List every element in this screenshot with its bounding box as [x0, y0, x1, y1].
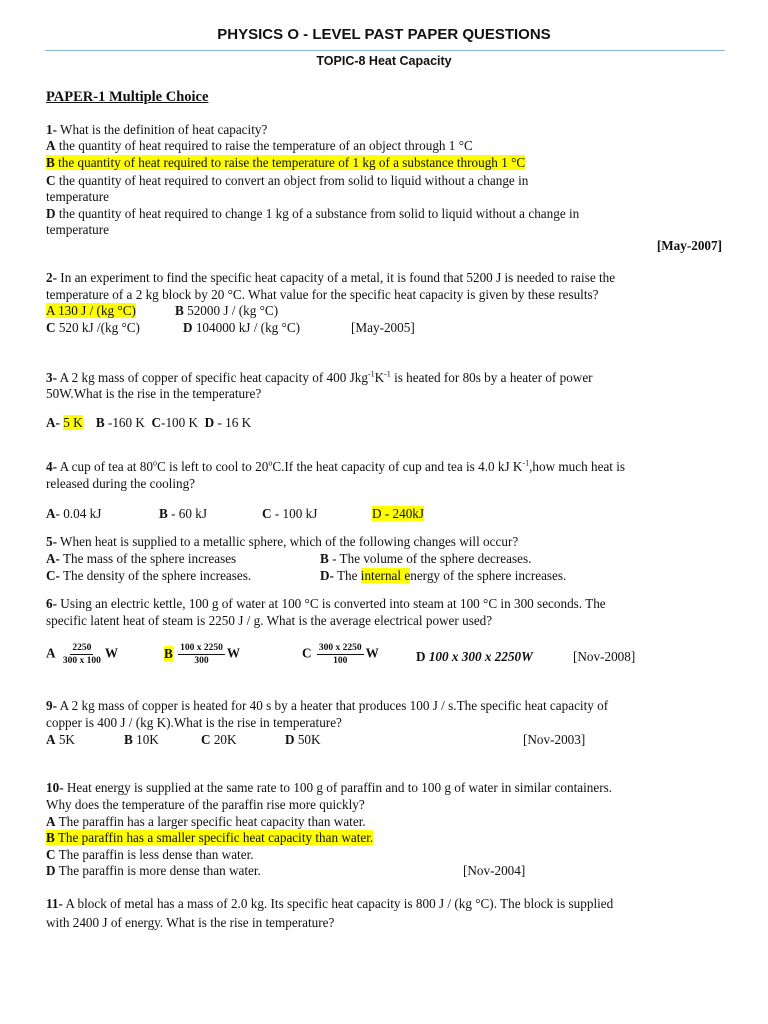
q1-reference: [May-2007]: [656, 238, 722, 253]
option-text: - 100 kJ: [271, 506, 318, 521]
unit: W: [226, 645, 241, 661]
fraction: [61, 642, 103, 667]
q1-option-b: [46, 155, 525, 171]
option-label: A: [46, 506, 56, 521]
q3-number: 3-: [46, 370, 57, 385]
option-label: B: [320, 551, 329, 566]
numerator: 2250: [72, 643, 92, 653]
q9-text: A 2 kg mass of copper is heated for 40 s by a heater that produces 100 J / s.The specific heat capacity of: [57, 698, 609, 713]
option-label: A: [46, 138, 56, 153]
q6-reference: [Nov-2008]: [573, 649, 636, 664]
option-text: 100 x 300 x 2250W: [428, 649, 533, 664]
q6-text: Using an electric kettle, 100 g of water at 100 °C is converted into steam at 100 °C in 300 seconds. The: [57, 596, 606, 611]
option-label: C: [201, 732, 211, 747]
option-label: D-: [320, 568, 334, 583]
q5-option-c: [46, 568, 251, 584]
option-text: the quantity of heat required to raise the temperature of an object through 1 °C: [55, 138, 473, 153]
option-label: C: [151, 415, 162, 430]
unit: W: [365, 645, 379, 661]
option-text: - 0.04 kJ: [55, 506, 102, 521]
q11-number: 11-: [46, 896, 63, 911]
option-b-value: -160 K: [104, 415, 145, 430]
option-text: - The volume of the sphere decreases.: [328, 551, 532, 566]
superscript: o: [268, 458, 273, 468]
q6-option-d: [416, 649, 533, 665]
q3-stem: [46, 370, 593, 386]
numerator: 300 x 2250: [318, 643, 362, 653]
highlighted-text: internal e: [360, 568, 411, 583]
q2-number: 2-: [46, 270, 57, 285]
q9-reference: [Nov-2003]: [523, 732, 586, 747]
q10-option-c: [46, 847, 254, 863]
q10-number: 10-: [46, 780, 64, 795]
option-text: nergy of the sphere increases.: [410, 568, 567, 583]
q2-option-b: [175, 303, 278, 319]
denominator: 100: [333, 656, 348, 666]
q6-option-c: [302, 642, 379, 667]
superscript: o: [152, 458, 157, 468]
option-text: 520 kJ /(kg °C): [55, 320, 140, 335]
superscript: -1: [384, 369, 391, 379]
option-c-value: -100 K: [161, 415, 199, 430]
q10-option-a: [46, 814, 366, 830]
fraction: [178, 642, 225, 667]
q4-number: 4-: [46, 459, 57, 474]
q1-option-a: [46, 138, 473, 154]
q1-text: What is the definition of heat capacity?: [57, 122, 268, 137]
option-label: D: [46, 206, 56, 221]
q10-stem-cont: Why does the temperature of the paraffin rise more quickly?: [46, 797, 365, 812]
superscript: -1: [522, 458, 530, 468]
option-label: B: [95, 415, 105, 430]
option-label: D: [285, 732, 295, 747]
option-text: A 130 J / (kg °C): [46, 303, 136, 318]
q2-text: In an experiment to find the specific heat capacity of a metal, it is found that 5200 J is needed to raise the: [57, 270, 616, 285]
q6-option-b: [164, 642, 240, 667]
option-text: D - 240kJ: [372, 506, 425, 521]
denominator: 300 x 100: [62, 656, 101, 666]
q1-option-d: [46, 206, 579, 222]
option-label: D: [183, 320, 193, 335]
q5-stem: [46, 534, 518, 550]
numerator: 100 x 2250: [180, 643, 223, 653]
q1-option-c-cont: temperature: [46, 189, 109, 204]
option-label: C-: [46, 568, 60, 583]
q9-option-c: [201, 732, 237, 748]
q6-stem: [46, 596, 606, 612]
option-label: C: [302, 645, 312, 661]
option-text: 5K: [55, 732, 75, 747]
option-text: 50K: [294, 732, 321, 747]
option-label: C: [46, 847, 56, 862]
q11-stem-cont: with 2400 J of energy. What is the rise in temperature?: [46, 915, 335, 930]
q2-reference: [May-2005]: [351, 320, 415, 335]
option-label: D: [46, 863, 56, 878]
q9-option-a: [46, 732, 75, 748]
option-text: The mass of the sphere increases: [59, 551, 237, 566]
option-text: the quantity of heat required to change 1 kg of a substance from solid to liquid without a change in: [55, 206, 580, 221]
option-label: B: [46, 155, 55, 170]
option-label: C: [46, 173, 56, 188]
q6-option-a: [46, 642, 118, 667]
q3-options: [46, 415, 251, 431]
q9-option-b: [124, 732, 159, 748]
q6-number: 6-: [46, 596, 57, 611]
option-text: The paraffin is more dense than water.: [55, 863, 261, 878]
denominator: 300: [194, 656, 209, 666]
option-label: C: [262, 506, 272, 521]
option-text: - 60 kJ: [167, 506, 207, 521]
q5-option-a: [46, 551, 236, 567]
option-text: The paraffin is less dense than water.: [55, 847, 254, 862]
option-label: B: [46, 830, 55, 845]
q11-stem: [46, 896, 613, 912]
q9-number: 9-: [46, 698, 57, 713]
q2-stem: [46, 270, 615, 286]
q3-text: A 2 kg mass of copper of specific heat capacity of 400 Jkg: [57, 370, 368, 385]
q1-option-c: [46, 173, 528, 189]
q9-stem-cont: copper is 400 J / (kg K).What is the rise in temperature?: [46, 715, 342, 730]
q10-reference: [Nov-2004]: [463, 863, 526, 878]
option-label: A: [46, 645, 56, 661]
topic-subtitle: TOPIC-8 Heat Capacity: [316, 54, 452, 68]
option-label: A: [46, 732, 56, 747]
option-label: B: [164, 645, 173, 661]
q4-text: C.If the heat capacity of cup and tea is 4.0 kJ K: [272, 459, 523, 474]
option-a-value: 5 K: [63, 415, 83, 430]
q2-option-d: [183, 320, 300, 336]
q3-text: is heated for 80s by a heater of power: [390, 370, 593, 385]
section-title: PAPER-1 Multiple Choice: [46, 89, 209, 105]
q4-text: ,how much heat is: [529, 459, 626, 474]
option-text: the quantity of heat required to convert an object from solid to liquid without a change in: [55, 173, 529, 188]
document-title: PHYSICS O - LEVEL PAST PAPER QUESTIONS: [217, 26, 551, 43]
fraction: [317, 642, 364, 667]
header-divider: [45, 50, 725, 51]
q4-option-c: [262, 506, 317, 522]
q1-number: 1-: [46, 122, 57, 137]
q5-option-b: [320, 551, 531, 567]
q10-option-b: [46, 830, 373, 846]
option-text: The paraffin has a larger specific heat capacity than water.: [55, 814, 366, 829]
option-text: 20K: [210, 732, 237, 747]
q11-text: A block of metal has a mass of 2.0 kg. Its specific heat capacity is 800 J / (kg °C). The block is supplied: [62, 896, 614, 911]
option-label: A-: [46, 551, 60, 566]
q5-text: When heat is supplied to a metallic sphere, which of the following changes will occur?: [57, 534, 519, 549]
option-text: The paraffin has a smaller specific heat capacity than water.: [54, 830, 374, 845]
q1-stem: [46, 122, 267, 138]
superscript: -1: [367, 369, 375, 379]
option-label: A: [46, 814, 56, 829]
option-text: 104000 kJ / (kg °C): [192, 320, 301, 335]
q4-text: C is left to cool to 20: [156, 459, 269, 474]
q3-text: K: [374, 370, 385, 385]
option-text: The density of the sphere increases.: [59, 568, 252, 583]
option-text: 52000 J / (kg °C): [183, 303, 279, 318]
q10-text: Heat energy is supplied at the same rate to 100 g of paraffin and to 100 g of water in similar containers.: [63, 780, 613, 795]
option-label: D: [204, 415, 215, 430]
q4-option-b: [159, 506, 207, 522]
q4-option-a: [46, 506, 101, 522]
q3-stem-cont: 50W.What is the rise in the temperature?: [46, 386, 262, 401]
q4-option-d: [372, 506, 424, 522]
q5-number: 5-: [46, 534, 57, 549]
option-label: A-: [46, 415, 60, 430]
option-label: D: [416, 649, 426, 664]
option-label: C: [46, 320, 56, 335]
option-text: the quantity of heat required to raise the temperature of 1 kg of a substance through 1 °C: [54, 155, 526, 170]
q4-stem-cont: released during the cooling?: [46, 476, 196, 491]
q1-option-d-cont: temperature: [46, 222, 109, 237]
option-text: 10K: [132, 732, 159, 747]
unit: W: [104, 645, 119, 661]
q2-option-c: [46, 320, 140, 336]
option-d-value: - 16 K: [214, 415, 252, 430]
q2-option-a: [46, 303, 136, 319]
q5-option-d: [320, 568, 566, 584]
q10-stem: [46, 780, 612, 796]
option-label: B: [159, 506, 168, 521]
q4-stem: [46, 459, 625, 475]
q6-stem-cont: specific latent heat of steam is 2250 J / g. What is the average electrical power used?: [46, 613, 493, 628]
option-text: The: [333, 568, 361, 583]
q9-stem: [46, 698, 608, 714]
q4-text: A cup of tea at 80: [57, 459, 153, 474]
option-label: B: [175, 303, 184, 318]
option-label: B: [124, 732, 133, 747]
q10-option-d: [46, 863, 261, 879]
q2-stem-cont: temperature of a 2 kg block by 20 °C. What value for the specific heat capacity is given by these results?: [46, 287, 599, 302]
q9-option-d: [285, 732, 321, 748]
